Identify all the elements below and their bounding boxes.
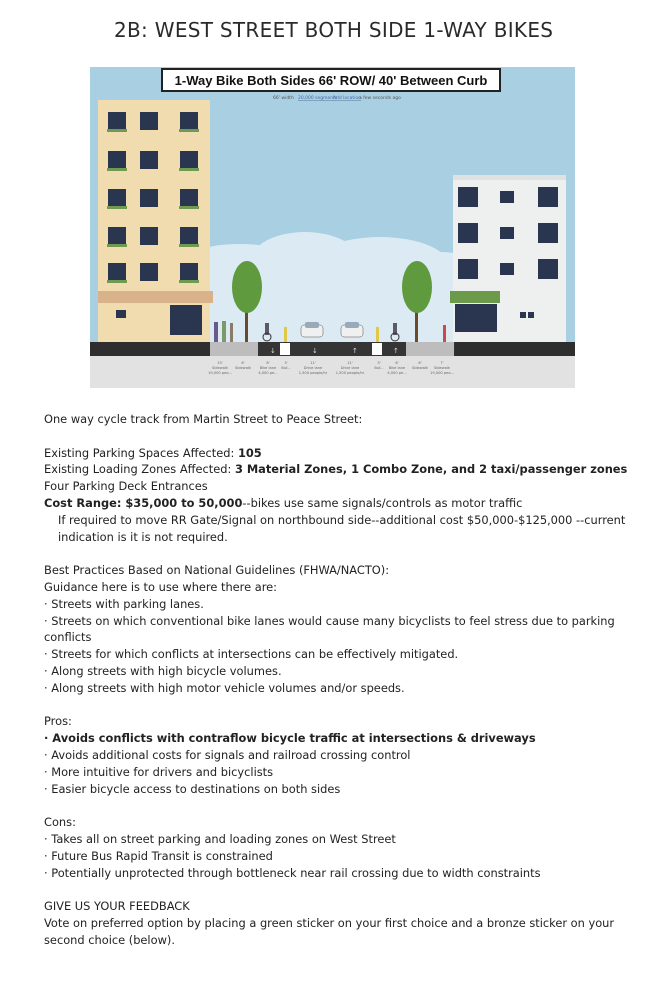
lane-label: 3': [377, 361, 381, 365]
feedback-text: Vote on preferred option by placing a green sticker on your first choice and a bronze sticker on your second choice (below).: [44, 915, 615, 947]
description-body: [44, 411, 654, 949]
lane-label: Sidewalk: [212, 366, 228, 370]
list-item: · Avoids additional costs for signals and railroad crossing control: [44, 747, 654, 764]
best-practices-heading: Best Practices Based on National Guidelines (FHWA/NACTO):: [44, 563, 390, 578]
lane-label: 19,000 peo...: [430, 371, 454, 375]
cost-line: Cost Range: $35,000 to 50,000--bikes use same signals/controls as motor traffic: [44, 495, 523, 510]
cost-note: If required to move RR Gate/Signal on northbound side--additional cost $50,000-$125,000 --current indication is it is not required.: [58, 512, 626, 544]
page-title: 2B: WEST STREET BOTH SIDE 1-WAY BIKES: [114, 18, 554, 42]
parking-line: Existing Parking Spaces Affected: 105: [44, 445, 262, 460]
lane-label: Sidewalk: [412, 366, 428, 370]
list-item: · Along streets with high bicycle volumes.: [44, 663, 654, 680]
left-building: [98, 100, 213, 343]
svg-text:↓: ↓: [270, 347, 276, 355]
lane-label: 6': [418, 361, 422, 365]
lane-label: Buf...: [374, 366, 384, 370]
lane-label: Bike lane: [259, 366, 277, 370]
lane-label: 11': [347, 361, 353, 365]
best-practices-list: [44, 596, 654, 697]
lane-label: 15': [217, 361, 223, 365]
guidance-line: Guidance here is to use where there are:: [44, 579, 277, 594]
lane-label: 19,000 peo...: [208, 371, 232, 375]
pros-list: [44, 730, 654, 797]
lane-label: 3': [284, 361, 288, 365]
intro-text: One way cycle track from Martin Street to Peace Street:: [44, 412, 363, 426]
lane-label: 6': [266, 361, 270, 365]
banner-text: 1-Way Bike Both Sides 66' ROW/ 40' Between Curb: [174, 73, 488, 88]
lane-label: 6': [395, 361, 399, 365]
toolbar-location: Add location: [333, 96, 361, 101]
bollard-right: [376, 327, 379, 342]
lane-label: Drive lane: [340, 366, 360, 370]
lane-label: Bike lane: [388, 366, 406, 370]
lane-label: 1,500 people/hr: [298, 371, 328, 375]
deck-line: Four Parking Deck Entrances: [44, 479, 208, 494]
list-item: · Streets on which conventional bike lanes would cause many bicyclists to feel stress due to parking conflicts: [44, 613, 654, 647]
lane-label: 7': [440, 361, 444, 365]
feedback-heading: GIVE US YOUR FEEDBACK: [44, 899, 190, 914]
list-item: · More intuitive for drivers and bicyclists: [44, 764, 654, 781]
lane-label: 1,500 people/hr: [335, 371, 365, 375]
lane-label: Sidewalk: [434, 366, 450, 370]
street-section-figure: [90, 67, 575, 388]
lane-label: 6': [241, 361, 245, 365]
lane-label: Buf...: [281, 366, 291, 370]
list-item: · Along streets with high motor vehicle volumes and/or speeds.: [44, 680, 654, 697]
lane-label: Drive lane: [303, 366, 323, 370]
toolbar-segments: 20,000 segments: [298, 96, 338, 101]
list-item: · Potentially unprotected through bottleneck near rail crossing due to width constraints: [44, 865, 654, 882]
list-item: · Takes all on street parking and loading zones on West Street: [44, 831, 654, 848]
lane-label: Sidewalk: [235, 366, 251, 370]
list-item: · Easier bicycle access to destinations on both sides: [44, 781, 654, 798]
lane-label: 4,000 pe...: [387, 371, 407, 375]
lane-labels-bar: [90, 356, 575, 388]
lane-label: 11': [310, 361, 316, 365]
cons-list: [44, 831, 654, 881]
cons-heading: Cons:: [44, 815, 76, 830]
toolbar-width: 66' width: [273, 96, 294, 101]
pros-heading: Pros:: [44, 714, 72, 729]
list-item: · Streets with parking lanes.: [44, 596, 654, 613]
svg-text:↑: ↑: [393, 347, 399, 355]
loading-line: Existing Loading Zones Affected: 3 Material Zones, 1 Combo Zone, and 2 taxi/passenger zones: [44, 462, 628, 477]
svg-text:↑: ↑: [352, 347, 358, 355]
right-building: [450, 175, 566, 342]
svg-text:↓: ↓: [312, 347, 318, 355]
bollard-left: [284, 327, 287, 342]
list-item: · Avoids conflicts with contraflow bicycle traffic at intersections & driveways: [44, 730, 654, 747]
toolbar-time: a few seconds ago: [359, 96, 401, 101]
lane-label: 4,000 pe...: [258, 371, 278, 375]
list-item: · Future Bus Rapid Transit is constrained: [44, 848, 654, 865]
list-item: · Streets for which conflicts at intersections can be effectively mitigated.: [44, 646, 654, 663]
